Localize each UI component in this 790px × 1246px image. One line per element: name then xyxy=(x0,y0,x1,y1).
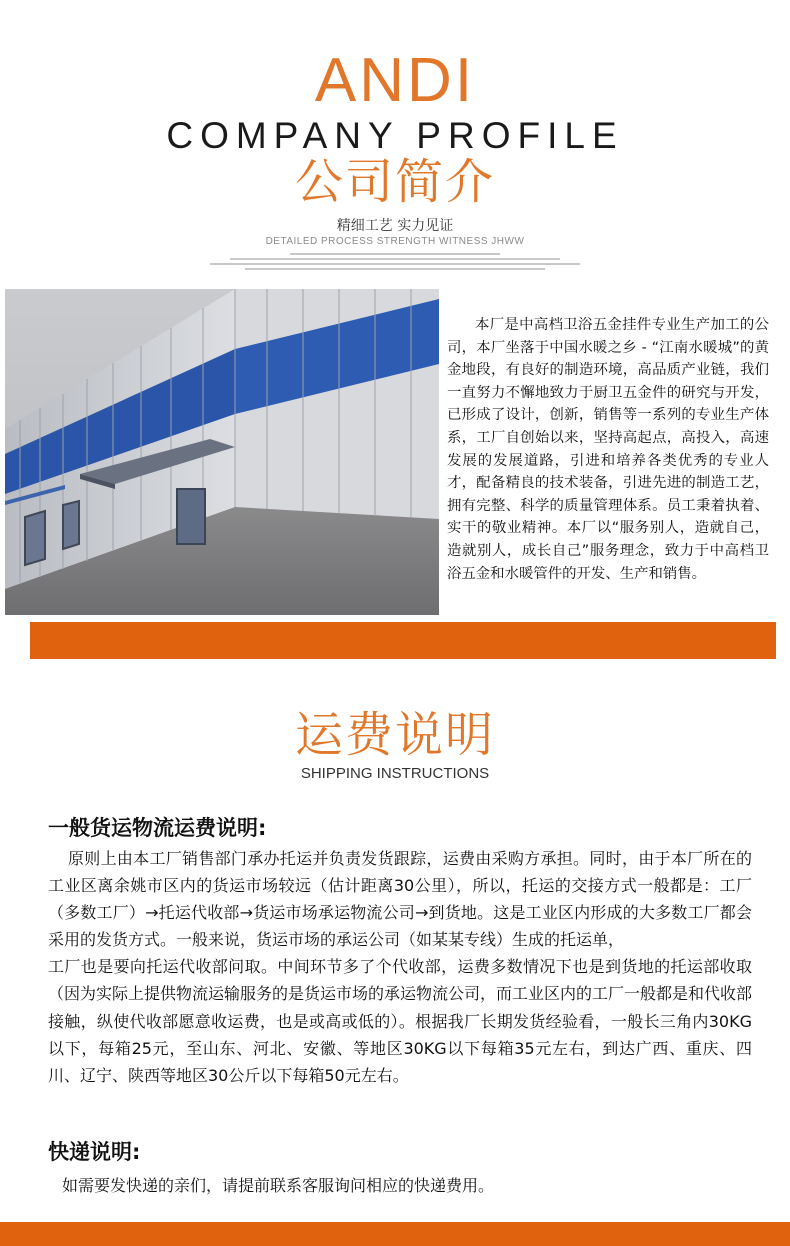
company-profile-heading: COMPANY PROFILE xyxy=(166,115,624,156)
shipping-heading-en: SHIPPING INSTRUCTIONS xyxy=(300,765,490,782)
express-heading: 快递说明: xyxy=(48,1140,141,1164)
slogan-en: DETAILED PROCESS STRENGTH WITNESS JHWW xyxy=(265,236,525,247)
decorative-fine-print xyxy=(195,250,595,270)
general-freight-heading: 一般货运物流运费说明: xyxy=(48,816,267,840)
factory-building-image xyxy=(5,289,439,615)
orange-divider-bar xyxy=(30,622,776,659)
shipping-heading: 运费说明 xyxy=(294,707,495,763)
company-profile-heading-cn: 公司简介 xyxy=(294,154,495,210)
company-intro-text: 本厂是中高档卫浴五金挂件专业生产加工的公司，本厂坐落于中国水暖之乡 - “江南水暖城”的黄金地段，有良好的制造环境，高品质产业链，我们一直努力不懈地致力于厨卫五金件的研究与开发，已形成了设计，创新，销售等一系列的专业生产体系，工厂自创始以来，坚持高起点，高投入，高速发展的发展道路，引进和培养各类优秀的专业人才，配备精良的技术装备，引进先进的制造工艺，拥有完整、科学的质量管理体系。员工秉着执着、实干的敬业精神。本厂以“服务别人，造就自己，造就别人，成长自己”服务理念，致力于中高档卫浴五金和水暖管件的开发、生产和销售。 xyxy=(447,317,769,582)
brand-title: ANDI xyxy=(314,46,476,115)
express-text: 如需要发快递的亲们，请提前联系客服询问相应的快递费用。 xyxy=(62,1176,495,1195)
footer-orange-bar xyxy=(0,1222,790,1246)
general-freight-paragraph-1: 原则上由本工厂销售部门承办托运并负责发货跟踪，运费由采购方承担。同时，由于本厂所在的工业区离余姚市区内的货运市场较远（估计距离30公里），所以，托运的交接方式一般都是：工厂（多数工厂）→托运代收部→货运市场承运物流公司→到货地。这是工业区内形成的大多数工厂都会采用的发货方式。一般来说，货运市场的承运公司（如某某专线）生成的托运单， xyxy=(48,849,752,950)
general-freight-text xyxy=(48,845,752,1089)
general-freight-paragraph-2: 工厂也是要向托运代收部问取。中间环节多了个代收部，运费多数情况下也是到货地的托运部收取（因为实际上提供物流运输服务的是货运市场的承运物流公司，而工业区内的工厂一般都是和代收部接触，纵使代收部愿意收运费，也是或高或低的）。根据我厂长期发货经验看，一般长三角内30KG以下，每箱25元，至山东、河北、安徽、等地区30KG以下每箱35元左右，到达广西、重庆、四川、辽宁、陕西等地区30公斤以下每箱50元左右。 xyxy=(48,957,753,1085)
slogan: 精细工艺 实力见证 xyxy=(336,218,454,234)
